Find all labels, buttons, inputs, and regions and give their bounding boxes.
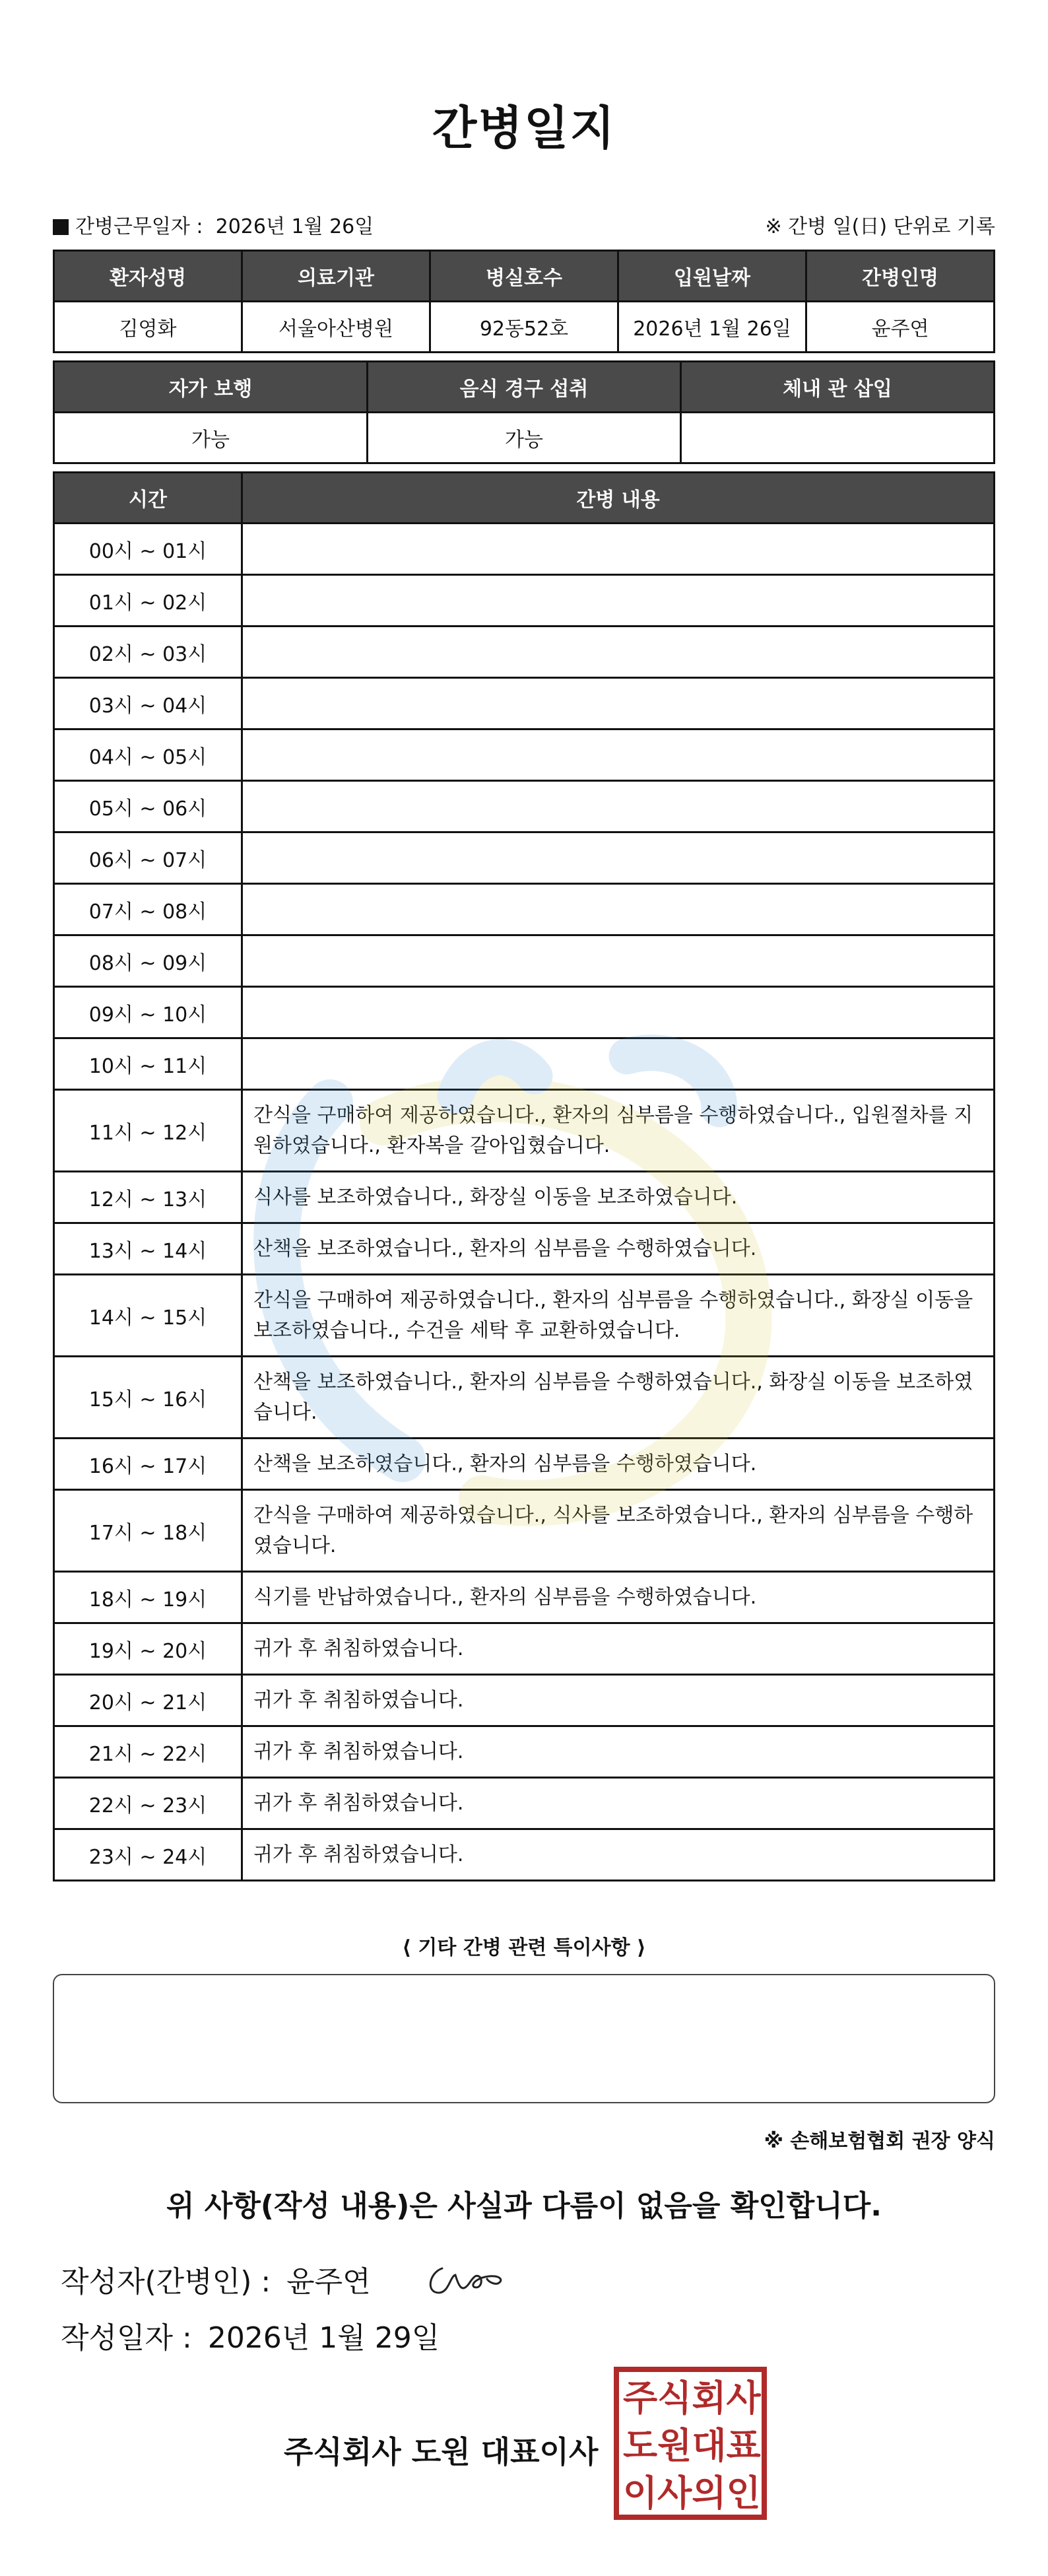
handwritten-signature-icon: [422, 2256, 508, 2300]
confirm-statement: 위 사항(작성 내용)은 사실과 다름이 없음을 확인합니다.: [166, 2189, 882, 2223]
seal-char: 인: [726, 2472, 761, 2514]
notes-title: ⟨ 기타 간병 관련 특이사항 ⟩: [402, 1936, 646, 1959]
log-content: 귀가 후 취침하였습니다.: [242, 1829, 995, 1881]
header-admission-date: 입원날짜: [618, 251, 806, 302]
log-row: [54, 575, 995, 627]
work-date-value: 2026년 1월 26일: [215, 215, 374, 238]
header-oral-intake: 음식 경구 섭취: [368, 362, 681, 413]
log-row: [54, 781, 995, 832]
write-date-value: 2026년 1월 29일: [207, 2321, 440, 2355]
seal-char: 이: [623, 2472, 658, 2514]
seal-char: 대: [692, 2425, 727, 2466]
log-row: [54, 524, 995, 575]
log-time: 15시 ~ 16시: [54, 1357, 242, 1439]
log-time: 12시 ~ 13시: [54, 1172, 242, 1223]
notes-box: [53, 1974, 995, 2103]
log-content: 식기를 반납하였습니다., 환자의 심부름을 수행하였습니다.: [242, 1572, 995, 1623]
log-time: 06시 ~ 07시: [54, 832, 242, 884]
oral-intake-value: 가능: [368, 413, 681, 463]
seal-row: [623, 2375, 761, 2422]
header-patient-name: 환자성명: [54, 251, 242, 302]
log-content: [242, 832, 995, 884]
log-content: 귀가 후 취침하였습니다.: [242, 1623, 995, 1675]
log-row: [54, 1829, 995, 1881]
log-content: 간식을 구매하여 제공하였습니다., 식사를 보조하였습니다., 환자의 심부름을 수행하였습니다.: [242, 1490, 995, 1572]
work-date-label: 간병근무일자 :: [75, 215, 203, 238]
log-row: [54, 678, 995, 729]
patient-info-table: [53, 250, 995, 353]
log-time: 11시 ~ 12시: [54, 1090, 242, 1172]
log-content: [242, 678, 995, 729]
log-row: [54, 627, 995, 678]
room-number: 92동52호: [430, 302, 618, 353]
log-time: 00시 ~ 01시: [54, 524, 242, 575]
log-row: [54, 884, 995, 935]
log-time: 05시 ~ 06시: [54, 781, 242, 832]
header-caregiver-name: 간병인명: [806, 251, 995, 302]
log-time: 22시 ~ 23시: [54, 1778, 242, 1829]
log-row: [54, 1490, 995, 1572]
log-row: [54, 1675, 995, 1726]
header-care-content: 간병 내용: [242, 473, 995, 524]
log-time: 09시 ~ 10시: [54, 987, 242, 1038]
log-row: [54, 987, 995, 1038]
tube-insertion-value: [681, 413, 995, 463]
log-content: 간식을 구매하여 제공하였습니다., 환자의 심부름을 수행하였습니다., 화장실 이동을 보조하였습니다., 수건을 세탁 후 교환하였습니다.: [242, 1275, 995, 1357]
log-content: [242, 729, 995, 781]
seal-char: 표: [726, 2425, 761, 2466]
seal-char: 사: [726, 2377, 761, 2419]
log-row: [54, 1172, 995, 1223]
header-room: 병실호수: [430, 251, 618, 302]
write-date-line: [61, 2314, 440, 2356]
log-content: 귀가 후 취침하였습니다.: [242, 1726, 995, 1778]
header-self-walking: 자가 보행: [54, 362, 368, 413]
self-walking-value: 가능: [54, 413, 368, 463]
write-date-label: 작성일자 :: [61, 2321, 192, 2355]
square-bullet-icon: [53, 219, 69, 235]
log-content: 산책을 보조하였습니다., 환자의 심부름을 수행하였습니다., 화장실 이동을 보조하였습니다.: [242, 1357, 995, 1439]
log-content: 귀가 후 취침하였습니다.: [242, 1675, 995, 1726]
admission-date: 2026년 1월 26일: [618, 302, 806, 353]
log-row: [54, 1275, 995, 1357]
log-content: [242, 627, 995, 678]
log-time: 13시 ~ 14시: [54, 1223, 242, 1275]
care-log-table: [53, 471, 995, 1881]
header-tube-insertion: 체내 관 삽입: [681, 362, 995, 413]
log-content: [242, 987, 995, 1038]
log-row: [54, 1572, 995, 1623]
log-row: [54, 832, 995, 884]
log-content: 귀가 후 취침하였습니다.: [242, 1778, 995, 1829]
log-time: 10시 ~ 11시: [54, 1038, 242, 1090]
log-time: 04시 ~ 05시: [54, 729, 242, 781]
log-time: 20시 ~ 21시: [54, 1675, 242, 1726]
log-time: 08시 ~ 09시: [54, 935, 242, 987]
caregiver-name: 윤주연: [806, 302, 995, 353]
log-content: [242, 884, 995, 935]
seal-row: [623, 2470, 761, 2517]
log-content: [242, 781, 995, 832]
writer-name: 윤주연: [286, 2265, 371, 2299]
log-time: 14시 ~ 15시: [54, 1275, 242, 1357]
log-row: [54, 1439, 995, 1490]
log-row: [54, 1090, 995, 1172]
log-time: 19시 ~ 20시: [54, 1623, 242, 1675]
seal-char: 회: [692, 2377, 727, 2419]
log-content: 간식을 구매하여 제공하였습니다., 환자의 심부름을 수행하였습니다., 입원절차를 지원하였습니다., 환자복을 갈아입혔습니다.: [242, 1090, 995, 1172]
log-row: [54, 1357, 995, 1439]
seal-char: 의: [692, 2472, 727, 2514]
log-row: [54, 1223, 995, 1275]
log-content: [242, 575, 995, 627]
seal-char: 주: [623, 2377, 658, 2419]
log-time: 17시 ~ 18시: [54, 1490, 242, 1572]
log-time: 23시 ~ 24시: [54, 1829, 242, 1881]
log-content: 산책을 보조하였습니다., 환자의 심부름을 수행하였습니다.: [242, 1439, 995, 1490]
writer-label: 작성자(간병인) :: [61, 2265, 271, 2299]
page-title: 간병일지: [432, 101, 616, 155]
log-row: [54, 1726, 995, 1778]
notes-content: [54, 1975, 994, 2002]
seal-char: 식: [657, 2377, 692, 2419]
log-row: [54, 1778, 995, 1829]
log-content: [242, 1038, 995, 1090]
log-row: [54, 935, 995, 987]
log-content: 산책을 보조하였습니다., 환자의 심부름을 수행하였습니다.: [242, 1223, 995, 1275]
work-date-line: [53, 210, 374, 239]
company-seal: [614, 2367, 767, 2520]
log-time: 03시 ~ 04시: [54, 678, 242, 729]
writer-line: [61, 2258, 371, 2300]
log-content: [242, 524, 995, 575]
seal-char: 사: [657, 2472, 692, 2514]
seal-row: [623, 2422, 761, 2470]
log-time: 07시 ~ 08시: [54, 884, 242, 935]
log-time: 02시 ~ 03시: [54, 627, 242, 678]
seal-char: 원: [657, 2425, 692, 2466]
log-content: [242, 935, 995, 987]
patient-status-table: [53, 360, 995, 464]
patient-name: 김영화: [54, 302, 242, 353]
recommend-note: ※ 손해보험협회 권장 양식: [764, 2130, 995, 2153]
log-time: 21시 ~ 22시: [54, 1726, 242, 1778]
log-time: 01시 ~ 02시: [54, 575, 242, 627]
seal-char: 도: [623, 2425, 658, 2466]
unit-note: ※ 간병 일(日) 단위로 기록: [765, 215, 995, 238]
company-name: 주식회사 도원 대표이사: [284, 2434, 599, 2470]
log-row: [54, 1038, 995, 1090]
hospital: 서울아산병원: [242, 302, 430, 353]
header-hospital: 의료기관: [242, 251, 430, 302]
log-time: 16시 ~ 17시: [54, 1439, 242, 1490]
log-time: 18시 ~ 19시: [54, 1572, 242, 1623]
header-time: 시간: [54, 473, 242, 524]
log-row: [54, 729, 995, 781]
log-content: 식사를 보조하였습니다., 화장실 이동을 보조하였습니다.: [242, 1172, 995, 1223]
log-row: [54, 1623, 995, 1675]
